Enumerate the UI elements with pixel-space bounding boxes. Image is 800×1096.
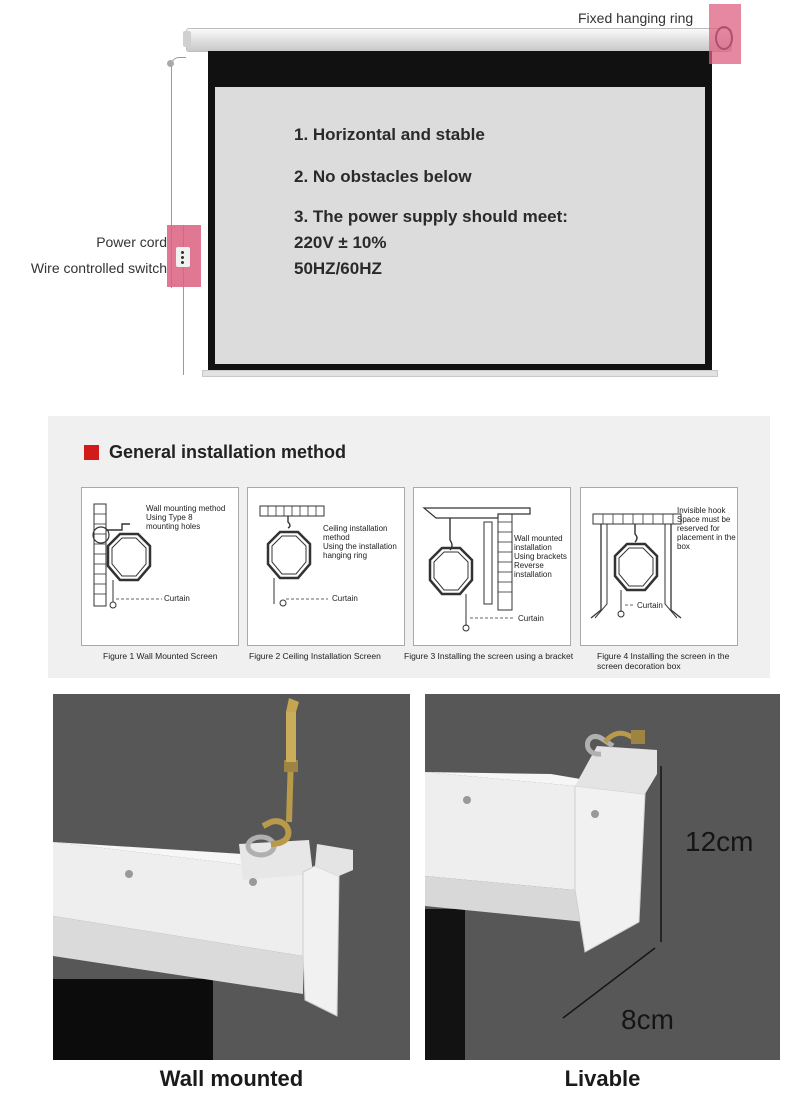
figure-3-caption: Figure 3 Installing the screen using a bracket bbox=[404, 651, 574, 661]
fig4-note-line: reserved for bbox=[677, 524, 720, 533]
livable-caption: Livable bbox=[564, 1066, 641, 1091]
fixed-ring-label: Fixed hanging ring bbox=[578, 10, 694, 26]
fig1-note-line: mounting holes bbox=[146, 522, 201, 531]
fig3-note-line: installation bbox=[514, 543, 552, 552]
fig3-curtain-label: Curtain bbox=[518, 614, 544, 623]
housing-end-cap bbox=[183, 31, 191, 47]
fig4-note-line: placement in the bbox=[677, 533, 736, 542]
ceiling-mount-diagram bbox=[248, 488, 404, 645]
fig2-curtain-label: Curtain bbox=[332, 594, 358, 603]
fig4-note-line: box bbox=[677, 542, 690, 551]
fig2-note-line: hanging ring bbox=[323, 551, 368, 560]
installation-title: General installation method bbox=[109, 442, 347, 462]
requirement-3: 3. The power supply should meet: bbox=[294, 207, 568, 226]
figure-4-caption: Figure 4 Installing the screen in the screen decoration box bbox=[597, 651, 730, 671]
switch-button-icon bbox=[181, 256, 184, 259]
requirement-frequency: 50HZ/60HZ bbox=[294, 259, 382, 278]
requirement-voltage: 220V ± 10% bbox=[294, 233, 387, 252]
plug-icon bbox=[167, 60, 174, 67]
fig2-note-line: Ceiling installation bbox=[323, 524, 388, 533]
fig1-note-line: Using Type 8 bbox=[146, 513, 193, 522]
power-cord-label: Power cord bbox=[96, 234, 167, 250]
fig3-note-line: Using brackets bbox=[514, 552, 567, 561]
figure-2-ceiling bbox=[247, 487, 405, 646]
fig4-note-line: Invisible hook bbox=[677, 506, 726, 515]
screen-bottom-bar bbox=[202, 370, 718, 377]
fig1-note-line: Wall mounting method bbox=[146, 504, 226, 513]
livable-photo bbox=[425, 694, 780, 1060]
hanging-ring-icon bbox=[715, 26, 733, 50]
fig2-note-line: method bbox=[323, 533, 350, 542]
figure-3-bracket bbox=[413, 487, 571, 646]
fig3-note-line: Wall mounted bbox=[514, 534, 563, 543]
height-dimension-label: 12cm bbox=[685, 826, 754, 857]
wall-mount-hook-illustration bbox=[53, 694, 410, 1060]
requirement-1: 1. Horizontal and stable bbox=[294, 125, 485, 144]
figure-1-caption: Figure 1 Wall Mounted Screen bbox=[103, 651, 218, 661]
fig1-curtain-label: Curtain bbox=[164, 594, 190, 603]
requirement-2: 2. No obstacles below bbox=[294, 167, 472, 186]
livable-dimension-illustration bbox=[425, 694, 780, 1060]
figure-2-caption: Figure 2 Ceiling Installation Screen bbox=[249, 651, 381, 661]
wall-mounted-photo bbox=[53, 694, 410, 1060]
fig4-curtain-label: Curtain bbox=[637, 601, 663, 610]
depth-dimension-label: 8cm bbox=[621, 1004, 674, 1035]
bracket-mount-diagram bbox=[414, 488, 570, 645]
fig3-note-line: installation bbox=[514, 570, 552, 579]
fig2-note-line: Using the installation bbox=[323, 542, 397, 551]
section-marker-icon bbox=[84, 445, 99, 460]
switch-button-icon bbox=[181, 251, 184, 254]
figure-1-wall-mounted bbox=[81, 487, 239, 646]
screen-housing bbox=[186, 28, 732, 52]
figure-4-decoration-box bbox=[580, 487, 738, 646]
wall-mounted-caption: Wall mounted bbox=[159, 1066, 304, 1091]
fig3-note-line: Reverse bbox=[514, 561, 544, 570]
fig4-note-line: Space must be bbox=[677, 515, 731, 524]
wire-switch-label: Wire controlled switch bbox=[30, 260, 167, 276]
switch-button-icon bbox=[181, 261, 184, 264]
